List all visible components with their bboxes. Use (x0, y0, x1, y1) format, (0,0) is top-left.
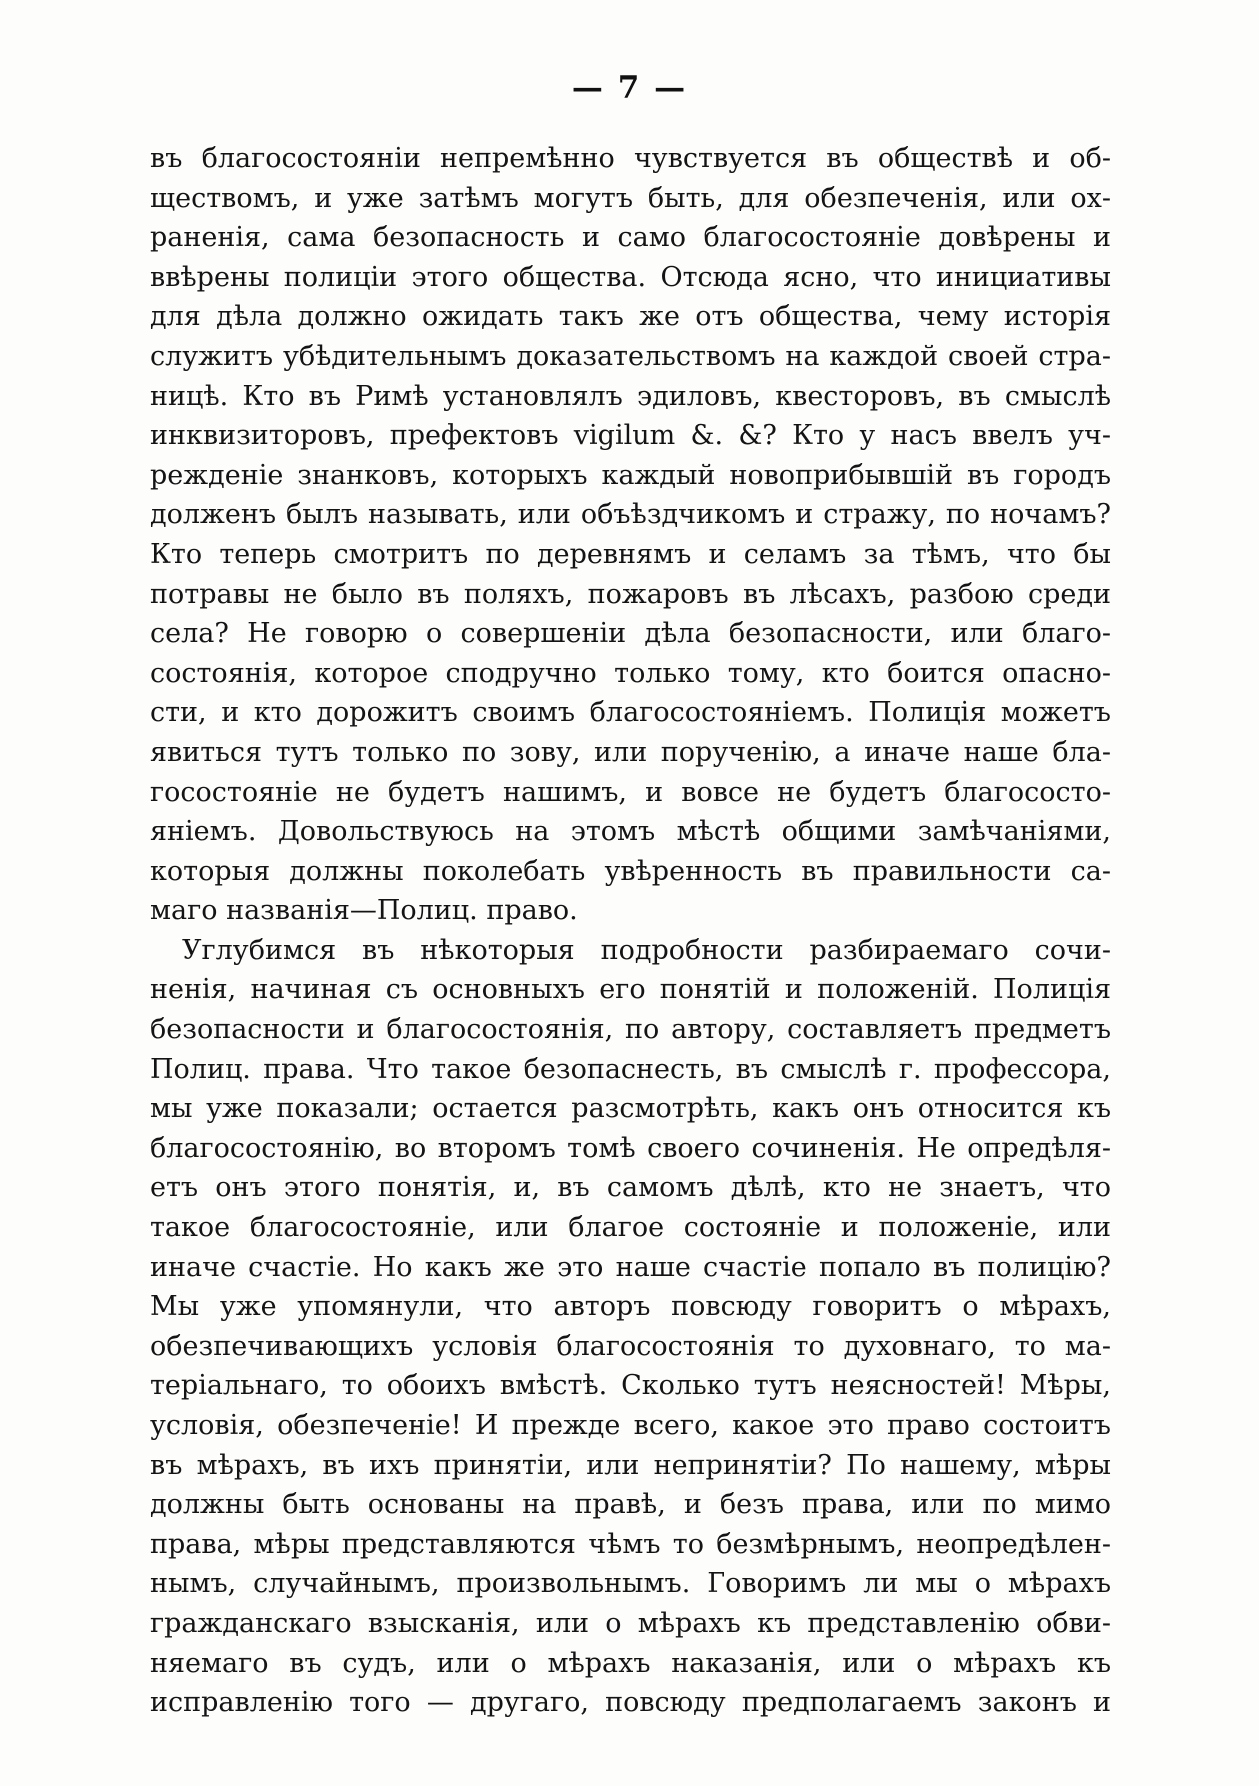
text-line: въ мѣрахъ, въ ихъ принятіи, или непринятіи? По нашему, мѣры (150, 1449, 1111, 1481)
text-line: потравы не было въ поляхъ, пожаровъ въ лѣсахъ, разбою среди (150, 578, 1111, 610)
text-line: мы уже показали; остается разсмотрѣть, какъ онъ относится къ (150, 1093, 1111, 1125)
text-line: явиться тутъ только по зову, или порученію, а иначе наше бла- (150, 736, 1111, 768)
text-line: которыя должны поколебать увѣренность въ правильности са- (150, 855, 1111, 887)
text-line: етъ онъ этого понятія, и, въ самомъ дѣлѣ, кто не знаетъ, что (150, 1172, 1111, 1204)
text-line: для дѣла должно ожидать такъ же отъ общества, чему исторія (150, 301, 1111, 333)
text-line: условія, обезпеченіе! И прежде всего, какое это право состоитъ (150, 1410, 1111, 1441)
text-line: села? Не говорю о совершеніи дѣла безопасности, или благо- (150, 618, 1111, 650)
text-line: благосостоянію, во второмъ томѣ своего сочиненія. Не опредѣля- (150, 1132, 1111, 1164)
text-line: въ благосостояніи непремѣнно чувствуется въ обществѣ и об- (150, 143, 1111, 174)
text-line: служитъ убѣдительнымъ доказательствомъ на каждой своей стра- (150, 340, 1111, 372)
text-line: сти, и кто дорожитъ своимъ благосостояніемъ. Полиція можетъ (150, 697, 1111, 729)
body-text (150, 139, 1111, 1723)
text-line: ницѣ. Кто въ Римѣ установлялъ эдиловъ, квесторовъ, въ смыслѣ (150, 380, 1111, 412)
text-line: гражданскаго взысканія, или о мѣрахъ къ представленію обви- (150, 1607, 1111, 1639)
text-line: госостояніе не будетъ нашимъ, и вовсе не будетъ благососто- (150, 776, 1111, 808)
text-line: права, мѣры представляются чѣмъ то безмѣрнымъ, неопредѣлен- (150, 1528, 1111, 1560)
text-line: иначе счастіе. Но какъ же это наше счастіе попало въ полицію? (150, 1251, 1111, 1283)
text-line: должны быть основаны на правѣ, и безъ права, или по мимо (150, 1489, 1111, 1521)
text-line: долженъ былъ называть, или объѣздчикомъ и стражу, по ночамъ? (150, 499, 1111, 531)
text-line: раненія, сама безопасность и само благосостояніе довѣрены и (150, 222, 1111, 254)
text-line: безопасности и благосостоянія, по автору, составляетъ предметъ (150, 1014, 1111, 1046)
paragraph-start-line: Углубимся въ нѣкоторыя подробности разбираемаго сочи- (182, 934, 1111, 966)
text-line: ществомъ, и уже затѣмъ могутъ быть, для обезпеченія, или ох- (150, 182, 1111, 214)
text-line: теріальнаго, то обоихъ вмѣстѣ. Сколько тутъ неясностей! Мѣры, (150, 1370, 1111, 1402)
text-line: няемаго въ судъ, или о мѣрахъ наказанія, или о мѣрахъ къ (150, 1647, 1111, 1679)
page-number: — 7 — (571, 70, 688, 106)
text-line: режденіе знанковъ, которыхъ каждый новоприбывшій въ городъ (150, 459, 1111, 491)
text-line: состоянія, которое сподручно только тому, кто боится опасно- (150, 657, 1111, 689)
paragraph-end-line: маго названія—Полиц. право. (150, 895, 578, 927)
text-line: такое благосостояніе, или благое состояніе и положеніе, или (150, 1212, 1111, 1244)
text-line: обезпечивающихъ условія благосостоянія то духовнаго, то ма- (150, 1330, 1111, 1362)
text-line: исправленію того — другаго, повсюду предполагаемъ законъ и (150, 1687, 1111, 1719)
text-line: яніемъ. Довольствуюсь на этомъ мѣстѣ общими замѣчаніями, (150, 816, 1111, 848)
text-line: нымъ, случайнымъ, произвольнымъ. Говоримъ ли мы о мѣрахъ (150, 1568, 1111, 1600)
text-line: инквизиторовъ, префектовъ vigilum &. &? Кто у насъ ввелъ уч- (150, 420, 1111, 452)
text-line: ввѣрены полиціи этого общества. Отсюда ясно, что инициативы (150, 261, 1111, 293)
text-line: Кто теперь смотритъ по деревнямъ и селамъ за тѣмъ, что бы (150, 538, 1111, 570)
text-line: Мы уже упомянули, что авторъ повсюду говоритъ о мѣрахъ, (150, 1291, 1111, 1323)
text-line: Полиц. права. Что такое безопаснесть, въ смыслѣ г. профессора, (150, 1053, 1111, 1085)
text-line: ненія, начиная съ основныхъ его понятій и положеній. Полиція (150, 974, 1111, 1006)
